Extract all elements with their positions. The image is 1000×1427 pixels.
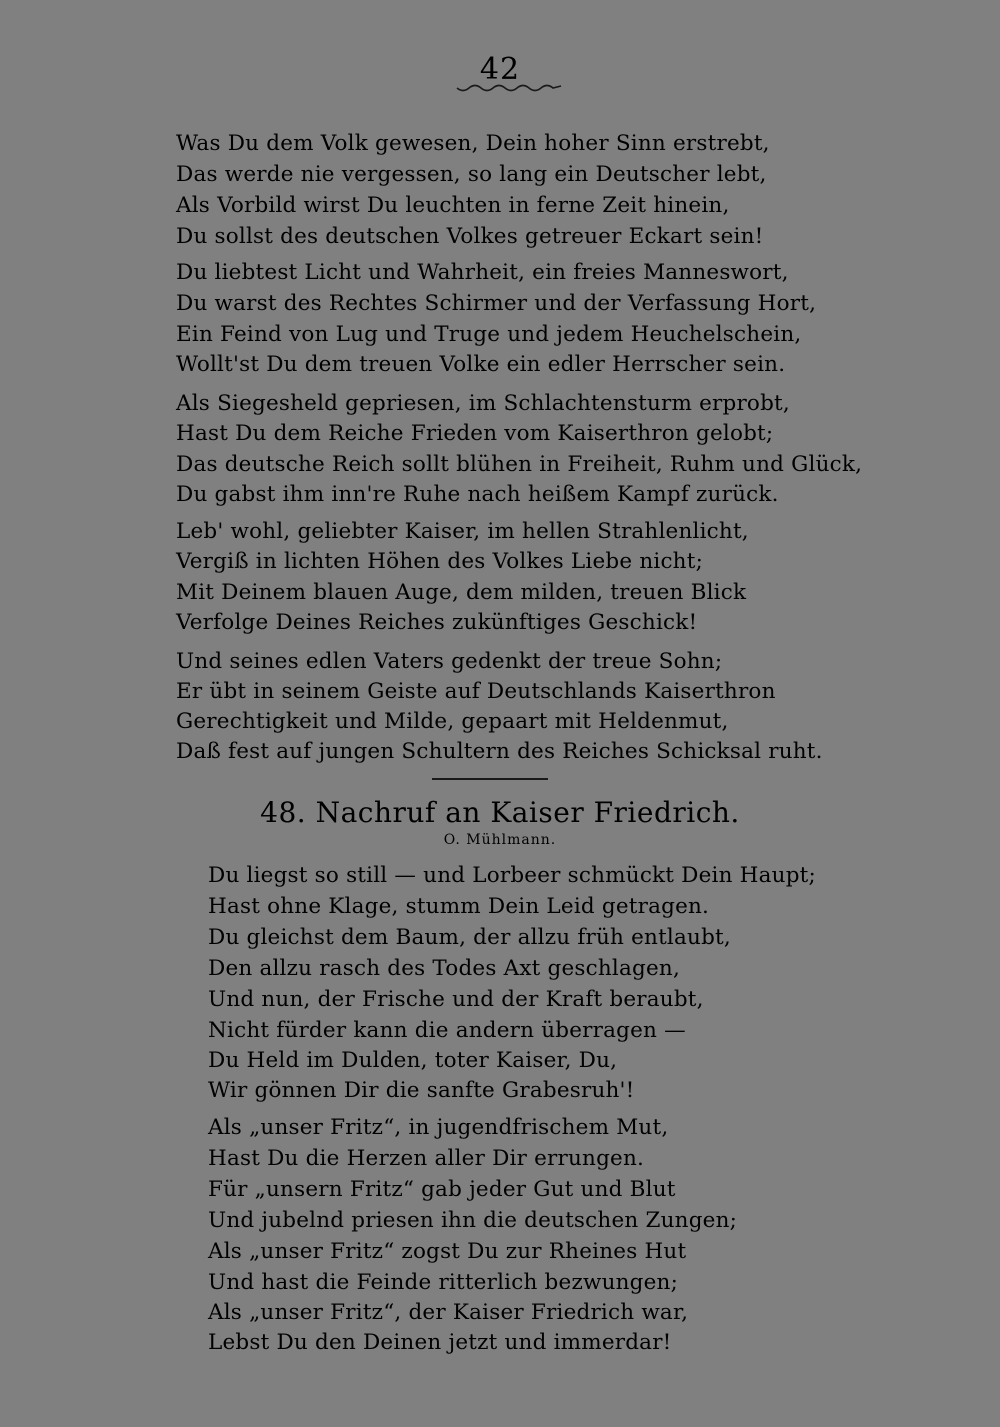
poem-line: Verfolge Deines Reiches zukünftiges Geschick! [176, 610, 698, 635]
poem-line: Lebst Du den Deinen jetzt und immerdar! [208, 1330, 672, 1355]
poem-line: Hast ohne Klage, stumm Dein Leid getragen. [208, 894, 710, 919]
poem-author: O. Mühlmann. [443, 832, 557, 848]
poem-line: Und hast die Feinde ritterlich bezwungen; [208, 1270, 679, 1295]
poem-line: Du gabst ihm inn're Ruhe nach heißem Kampf zurück. [176, 482, 779, 507]
poem-line: Daß fest auf jungen Schultern des Reiches Schicksal ruht. [176, 739, 823, 764]
poem-line: Du liebtest Licht und Wahrheit, ein freies Manneswort, [176, 260, 789, 285]
poem-line: Er übt in seinem Geiste auf Deutschlands Kaiserthron [176, 679, 776, 704]
poem-line: Den allzu rasch des Todes Axt geschlagen, [208, 956, 680, 981]
poem-line: Mit Deinem blauen Auge, dem milden, treuen Blick [176, 580, 747, 605]
poem-line: Als Vorbild wirst Du leuchten in ferne Zeit hinein, [176, 193, 730, 218]
poem-line: Gerechtigkeit und Milde, gepaart mit Heldenmut, [176, 709, 729, 734]
poem-line: Als „unser Fritz“, der Kaiser Friedrich war, [208, 1300, 689, 1325]
poem-line: Du warst des Rechtes Schirmer und der Verfassung Hort, [176, 291, 817, 316]
poem-line: Als „unser Fritz“ zogst Du zur Rheines Hut [208, 1239, 687, 1264]
poem-line: Du Held im Dulden, toter Kaiser, Du, [208, 1048, 618, 1073]
poem-line: Leb' wohl, geliebter Kaiser, im hellen Strahlenlicht, [176, 519, 749, 544]
poem-line: Wollt'st Du dem treuen Volke ein edler Herrscher sein. [176, 352, 786, 377]
poem-line: Als „unser Fritz“, in jugendfrischem Mut, [208, 1115, 669, 1140]
poem-line: Hast Du die Herzen aller Dir errungen. [208, 1146, 645, 1171]
poem-line: Als Siegesheld gepriesen, im Schlachtensturm erprobt, [176, 391, 790, 416]
page-number-ornament [455, 82, 563, 96]
poem-title: 48. Nachruf an Kaiser Friedrich. [260, 796, 740, 829]
poem-line: Das werde nie vergessen, so lang ein Deutscher lebt, [176, 162, 767, 187]
poem-line: Nicht fürder kann die andern überragen — [208, 1018, 686, 1043]
poem-line: Vergiß in lichten Höhen des Volkes Liebe nicht; [176, 549, 704, 574]
poem-line: Und jubelnd priesen ihn die deutschen Zungen; [208, 1208, 738, 1233]
poem-line: Was Du dem Volk gewesen, Dein hoher Sinn erstrebt, [176, 131, 770, 156]
page-number: 42 [479, 52, 521, 87]
poem-line: Und seines edlen Vaters gedenkt der treue Sohn; [176, 649, 723, 674]
poem-line: Das deutsche Reich sollt blühen in Freiheit, Ruhm und Glück, [176, 452, 863, 477]
poem-line: Wir gönnen Dir die sanfte Grabesruh'! [208, 1078, 635, 1103]
poem-line: Du liegst so still — und Lorbeer schmückt Dein Haupt; [208, 863, 816, 888]
poem-line: Du gleichst dem Baum, der allzu früh entlaubt, [208, 925, 731, 950]
poem-line: Für „unsern Fritz“ gab jeder Gut und Blut [208, 1177, 676, 1202]
poem-line: Und nun, der Frische und der Kraft beraubt, [208, 987, 704, 1012]
poem-line: Du sollst des deutschen Volkes getreuer Eckart sein! [176, 224, 764, 249]
poem-line: Hast Du dem Reiche Frieden vom Kaiserthron gelobt; [176, 421, 774, 446]
poem-line: Ein Feind von Lug und Truge und jedem Heuchelschein, [176, 322, 802, 347]
section-divider [432, 778, 548, 780]
